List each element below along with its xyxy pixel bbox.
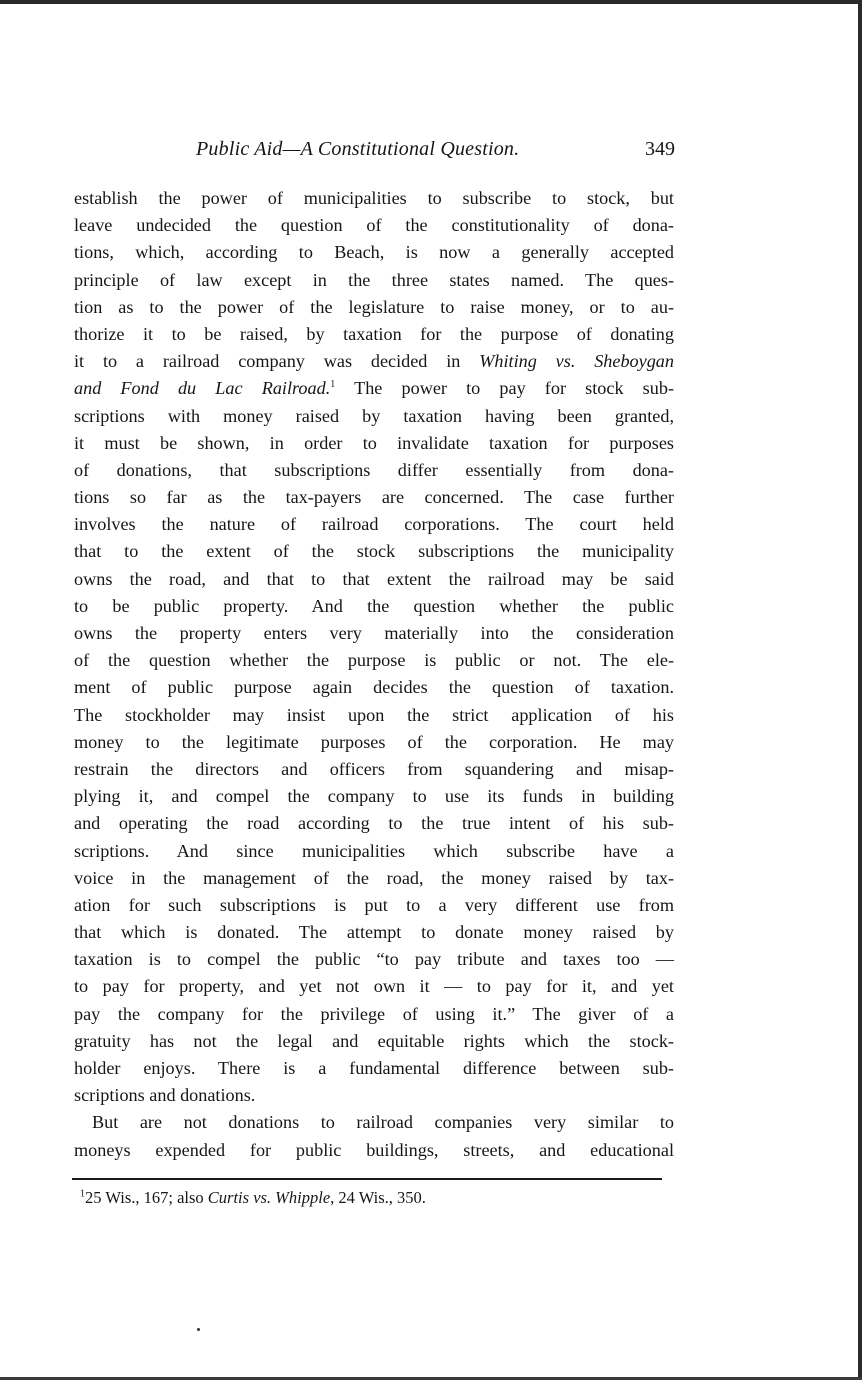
footnote-reference: 1: [330, 379, 336, 391]
text-line: plying it, and compel the company to use its funds in building: [74, 786, 674, 807]
case-citation: and Fond du Lac Railroad.: [74, 378, 331, 399]
text-line: voice in the management of the road, the money raised by tax-: [74, 867, 674, 888]
text-line: that which is donated. The attempt to donate money raised by: [74, 922, 674, 943]
text-line: [74, 348, 674, 375]
text-line: ment of public purpose again decides the question of taxation.: [74, 677, 674, 698]
text-line: scriptions. And since municipalities which subscribe have a: [74, 840, 674, 861]
footnote-text: , 24 Wis., 350.: [330, 1188, 426, 1207]
text-line: gratuity has not the legal and equitable rights which the stock-: [74, 1030, 674, 1051]
text-line: moneys expended for public buildings, streets, and educational: [74, 1139, 674, 1160]
text-line: thorize it to be raised, by taxation for the purpose of donating: [74, 323, 674, 344]
text-line: holder enjoys. There is a fundamental difference between sub-: [74, 1058, 674, 1078]
text-line: taxation is to compel the public “to pay tribute and taxes too —: [74, 949, 674, 970]
text-line: tions so far as the tax-payers are concerned. The case further: [74, 487, 674, 508]
text-line: principle of law except in the three states named. The ques-: [74, 269, 674, 290]
footnote-marker: 1: [80, 1188, 85, 1200]
text-line: pay the company for the privilege of using it.” The giver of a: [74, 1003, 674, 1024]
text-line: tions, which, according to Beach, is now a generally accepted: [74, 242, 674, 263]
text-line: The stockholder may insist upon the strict application of his: [74, 704, 674, 725]
text-line: restrain the directors and officers from squandering and misap-: [74, 758, 674, 779]
footnote: [80, 1188, 426, 1208]
footnote-case-citation: Curtis vs. Whipple: [207, 1188, 331, 1207]
text-line: owns the road, and that to that extent the railroad may be said: [74, 568, 674, 589]
text-run: The power to pay for stock sub-: [354, 378, 675, 399]
scan-right-edge: [858, 0, 862, 1380]
text-line: But are not donations to railroad companies very similar to: [92, 1112, 674, 1133]
text-line: scriptions and donations.: [74, 1085, 256, 1106]
text-line: to pay for property, and yet not own it — to pay for it, and yet: [74, 976, 674, 997]
header-title: Public Aid—A Constitutional Question.: [196, 138, 520, 160]
footnote-rule: [72, 1178, 662, 1180]
text-line: to be public property. And the question whether the public: [74, 595, 674, 616]
case-citation: Whiting vs. Sheboygan: [479, 351, 674, 372]
text-line: that to the extent of the stock subscriptions the municipality: [74, 541, 674, 562]
text-line: scriptions with money raised by taxation having been granted,: [74, 405, 674, 426]
text-line: establish the power of municipalities to subscribe to stock, but: [74, 188, 674, 208]
text-line: involves the nature of railroad corporations. The court held: [74, 514, 674, 535]
text-line: of donations, that subscriptions differ essentially from dona-: [74, 459, 674, 480]
text-line: of the question whether the purpose is public or not. The ele-: [74, 650, 674, 671]
text-line: leave undecided the question of the constitutionality of dona-: [74, 215, 674, 236]
page-number: 349: [645, 138, 675, 160]
text-line: and operating the road according to the true intent of his sub-: [74, 813, 674, 834]
footnote-text: 25 Wis., 167; also: [85, 1188, 204, 1207]
scan-speck: [197, 1328, 200, 1331]
text-line: tion as to the power of the legislature to raise money, or to au-: [74, 296, 674, 317]
text-line: money to the legitimate purposes of the corporation. He may: [74, 731, 674, 752]
text-run: it to a railroad company was decided in: [74, 351, 461, 372]
running-header: [0, 138, 862, 168]
text-line: [74, 375, 674, 402]
text-line: owns the property enters very materially into the consideration: [74, 623, 674, 643]
scan-top-edge: [0, 0, 862, 4]
body-text: [74, 185, 674, 1164]
text-line: it must be shown, in order to invalidate taxation for purposes: [74, 432, 674, 453]
text-line: ation for such subscriptions is put to a very different use from: [74, 894, 674, 915]
